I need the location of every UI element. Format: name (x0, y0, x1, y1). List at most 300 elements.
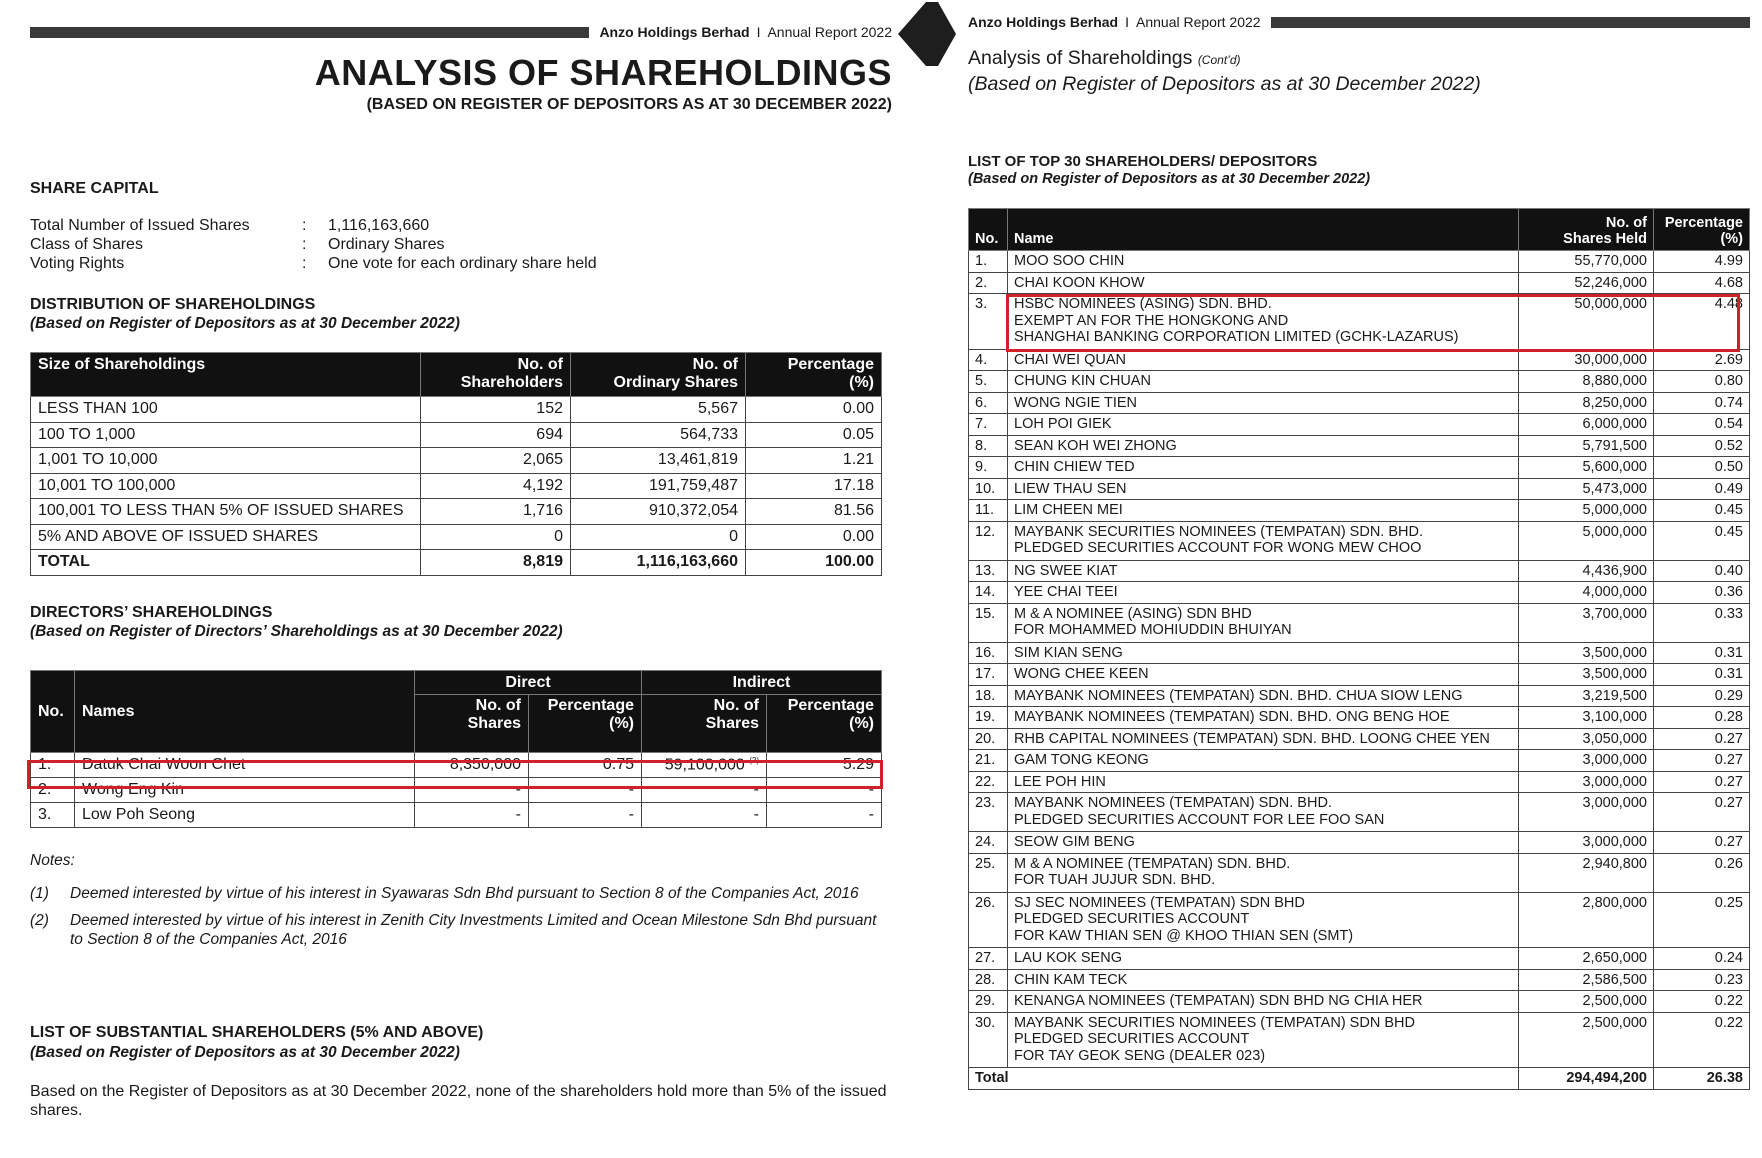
shareholder-name (1008, 892, 1519, 948)
shareholder-name-line: LIEW THAU SEN (1014, 480, 1127, 497)
shareholder-pct: 2.69 (1654, 349, 1750, 371)
shareholder-name (1008, 349, 1519, 371)
shareholder-name-line: M & A NOMINEE (TEMPATAN) SDN. BHD. (1014, 855, 1291, 872)
shareholder-no: 11. (969, 500, 1008, 522)
table-cell: 5% AND ABOVE OF ISSUED SHARES (31, 524, 421, 550)
page-subtitle: (BASED ON REGISTER OF DEPOSITORS AS AT 30 DECEMBER 2022) (366, 96, 892, 113)
shareholder-pct: 4.99 (1654, 251, 1750, 273)
shareholder-row (969, 642, 1750, 664)
shareholder-pct: 0.80 (1654, 371, 1750, 393)
table-row (31, 473, 882, 499)
shareholder-no: 26. (969, 892, 1008, 948)
shareholder-pct: 0.27 (1654, 728, 1750, 750)
page-tab-left (898, 2, 926, 66)
shareholder-name-line: MOO SOO CHIN (1014, 253, 1125, 269)
shareholder-shares: 5,791,500 (1519, 435, 1654, 457)
shareholder-name (1008, 685, 1519, 707)
shareholder-no: 25. (969, 853, 1008, 892)
shareholder-name-line: FOR MOHAMMED MOHIUDDIN BHUIYAN (1014, 622, 1292, 638)
shareholder-name (1008, 1012, 1519, 1068)
shareholder-name (1008, 560, 1519, 582)
shareholder-pct: 0.27 (1654, 771, 1750, 793)
col-percentage: Percentage (%) (746, 353, 882, 397)
table-cell: 8,819 (421, 550, 571, 576)
total-label: Total (969, 1068, 1519, 1090)
director-name: Datuk Chai Woon Chet (75, 753, 415, 778)
share-capital-row (30, 216, 597, 235)
total-shares: 294,494,200 (1519, 1068, 1654, 1090)
shareholder-no: 2. (969, 272, 1008, 294)
share-capital-label: Voting Rights (30, 254, 125, 272)
substantial-subheading: (Based on Register of Depositors as at 30 December 2022) (30, 1044, 460, 1061)
shareholder-name (1008, 414, 1519, 436)
header-company: Anzo Holdings Berhad (968, 14, 1119, 30)
shareholder-row (969, 750, 1750, 772)
shareholder-row (969, 435, 1750, 457)
shareholder-name (1008, 272, 1519, 294)
shareholder-name (1008, 771, 1519, 793)
shareholder-shares: 5,473,000 (1519, 478, 1654, 500)
shareholder-name-line: SJ SEC NOMINEES (TEMPATAN) SDN BHD (1014, 894, 1305, 911)
table-cell: 17.18 (746, 473, 882, 499)
shareholder-name-line: LEE POH HIN (1014, 773, 1106, 790)
director-no: 1. (31, 753, 75, 778)
shareholder-name (1008, 853, 1519, 892)
header-separator: I (1125, 14, 1130, 30)
shareholder-row (969, 685, 1750, 707)
shareholder-name (1008, 969, 1519, 991)
shareholder-shares: 3,000,000 (1519, 793, 1654, 832)
distribution-table (30, 352, 882, 576)
shareholder-shares: 2,650,000 (1519, 948, 1654, 970)
shareholder-name-line: SHANGHAI BANKING CORPORATION LIMITED (GCHK-LAZARUS) (1014, 329, 1459, 345)
shareholder-name (1008, 478, 1519, 500)
total-pct: 26.38 (1654, 1068, 1750, 1090)
shareholder-shares: 5,000,000 (1519, 500, 1654, 522)
shareholder-name-line: FOR TUAH JUJUR SDN. BHD. (1014, 872, 1216, 888)
header-company: Anzo Holdings Berhad (599, 24, 750, 40)
shareholder-shares: 6,000,000 (1519, 414, 1654, 436)
shareholder-shares: 2,800,000 (1519, 892, 1654, 948)
shareholder-shares: 3,100,000 (1519, 707, 1654, 729)
share-capital-heading: SHARE CAPITAL (30, 180, 159, 197)
page-tab-center (926, 2, 938, 66)
table-cell: 81.56 (746, 499, 882, 525)
col-indirect-shares: No. of Shares (642, 695, 767, 753)
shareholder-pct: 0.26 (1654, 853, 1750, 892)
highlight-hsbc-row (1006, 294, 1740, 352)
shareholder-row (969, 832, 1750, 854)
col-shareholders: No. of Shareholders (421, 353, 571, 397)
shareholder-name-line: CHUNG KIN CHUAN (1014, 373, 1151, 389)
shareholder-row (969, 991, 1750, 1013)
table-cell: 2,065 (421, 448, 571, 474)
shareholder-name (1008, 750, 1519, 772)
substantial-heading: LIST OF SUBSTANTIAL SHAREHOLDERS (5% AND ABOVE) (30, 1024, 484, 1041)
shareholder-pct: 0.22 (1654, 1012, 1750, 1068)
table-cell: 1.21 (746, 448, 882, 474)
total-row (969, 1068, 1750, 1090)
col-shares-held: No. of Shares Held (1519, 209, 1654, 251)
shareholder-no: 17. (969, 664, 1008, 686)
shareholder-name (1008, 728, 1519, 750)
director-i-sh: - (642, 778, 767, 803)
shareholder-name-line: WONG CHEE KEEN (1014, 666, 1149, 682)
shareholder-shares: 2,500,000 (1519, 1012, 1654, 1068)
shareholder-shares: 3,000,000 (1519, 832, 1654, 854)
header-report: Annual Report 2022 (767, 24, 892, 40)
table-cell: 100.00 (746, 550, 882, 576)
directors-table (30, 670, 882, 828)
shareholder-shares: 2,500,000 (1519, 991, 1654, 1013)
table-cell: 0.00 (746, 397, 882, 423)
director-i-pct: 5.29 (767, 753, 882, 778)
shareholder-pct: 0.23 (1654, 969, 1750, 991)
shareholder-name-line: KENANGA NOMINEES (TEMPATAN) SDN BHD NG CHIA HER (1014, 993, 1423, 1009)
col-size: Size of Shareholdings (31, 353, 421, 397)
shareholder-name-line: M & A NOMINEE (ASING) SDN BHD (1014, 605, 1252, 622)
col-ordinary-shares: No. of Ordinary Shares (571, 353, 746, 397)
shareholder-shares: 5,600,000 (1519, 457, 1654, 479)
shareholder-name-line: YEE CHAI TEEI (1014, 584, 1118, 600)
shareholder-name (1008, 603, 1519, 642)
shareholder-row (969, 1012, 1750, 1068)
share-capital-colon: : (302, 216, 307, 234)
shareholder-name (1008, 371, 1519, 393)
shareholder-name-line: MAYBANK SECURITIES NOMINEES (TEMPATAN) SDN. BHD. (1014, 523, 1423, 540)
shareholder-no: 12. (969, 521, 1008, 560)
distribution-subheading: (Based on Register of Depositors as at 30 December 2022) (30, 315, 460, 332)
table-cell: 191,759,487 (571, 473, 746, 499)
shareholder-no: 27. (969, 948, 1008, 970)
shareholder-shares: 8,250,000 (1519, 392, 1654, 414)
col-no: No. (969, 209, 1008, 251)
shareholder-row (969, 771, 1750, 793)
shareholder-no: 9. (969, 457, 1008, 479)
right-title-block (968, 46, 1481, 96)
table-row (31, 397, 882, 423)
right-page (938, 0, 1762, 1158)
table-cell: 1,001 TO 10,000 (31, 448, 421, 474)
director-d-pct: - (529, 778, 642, 803)
shareholder-name-line: CHAI KOON KHOW (1014, 274, 1145, 291)
shareholder-name-line: LOH POI GIEK (1014, 416, 1112, 432)
director-name: Wong Eng Kin (75, 778, 415, 803)
shareholder-name (1008, 392, 1519, 414)
shareholder-no: 24. (969, 832, 1008, 854)
table-cell: 100 TO 1,000 (31, 422, 421, 448)
shareholder-name (1008, 435, 1519, 457)
shareholder-row (969, 272, 1750, 294)
right-subtitle: (Based on Register of Depositors as at 30 December 2022) (968, 73, 1481, 95)
shareholder-pct: 0.27 (1654, 750, 1750, 772)
shareholder-shares: 4,000,000 (1519, 582, 1654, 604)
shareholder-name (1008, 251, 1519, 273)
header-report: Annual Report 2022 (1136, 14, 1261, 30)
shareholder-name (1008, 793, 1519, 832)
distribution-heading: DISTRIBUTION OF SHAREHOLDINGS (30, 296, 316, 313)
shareholder-row (969, 521, 1750, 560)
shareholder-no: 14. (969, 582, 1008, 604)
shareholder-name-line: PLEDGED SECURITIES ACCOUNT FOR WONG MEW CHOO (1014, 540, 1422, 556)
shareholder-row (969, 892, 1750, 948)
shareholder-name-line: RHB CAPITAL NOMINEES (TEMPATAN) SDN. BHD. LOONG CHEE YEN (1014, 730, 1490, 747)
col-names: Names (75, 671, 415, 753)
shareholder-row (969, 728, 1750, 750)
directors-subheading: (Based on Register of Directors’ Shareholdings as at 30 December 2022) (30, 623, 563, 640)
shareholder-no: 6. (969, 392, 1008, 414)
note-text: Deemed interested by virtue of his interest in Zenith City Investments Limited and Ocean Milestone Sdn Bhd pursuant to Section 8 of the Companies Act, 2016 (70, 912, 877, 948)
director-i-sh: 59,100,000 $^{(2)}$ (642, 753, 767, 778)
share-capital-value: 1,116,163,660 (328, 216, 430, 234)
shareholder-name-line: MAYBANK SECURITIES NOMINEES (TEMPATAN) SDN BHD (1014, 1014, 1415, 1031)
shareholder-shares: 4,436,900 (1519, 560, 1654, 582)
col-name: Name (1008, 209, 1519, 251)
share-capital-row (30, 254, 597, 273)
shareholder-no: 5. (969, 371, 1008, 393)
director-d-sh: - (415, 778, 529, 803)
shareholder-name-line: SEOW GIM BENG (1014, 834, 1135, 850)
notes (30, 852, 885, 949)
shareholder-row (969, 603, 1750, 642)
shareholder-no: 4. (969, 349, 1008, 371)
substantial-text: Based on the Register of Depositors as at 30 December 2022, none of the shareholders hold more than 5% of the issued shares. (30, 1083, 887, 1119)
shareholder-pct: 0.24 (1654, 948, 1750, 970)
shareholder-name (1008, 582, 1519, 604)
shareholder-shares: 3,050,000 (1519, 728, 1654, 750)
right-title-cont: (Cont’d) (1197, 53, 1241, 67)
director-d-sh: - (415, 803, 529, 828)
director-i-sh: - (642, 803, 767, 828)
shareholder-pct: 4.48 (1654, 294, 1750, 350)
director-d-pct: - (529, 803, 642, 828)
shareholder-name (1008, 707, 1519, 729)
shareholder-name-line: MAYBANK NOMINEES (TEMPATAN) SDN. BHD. (1014, 795, 1332, 811)
shareholder-row (969, 560, 1750, 582)
shareholder-pct: 0.40 (1654, 560, 1750, 582)
note-item (30, 884, 885, 903)
shareholder-pct: 0.31 (1654, 642, 1750, 664)
top30-heading: LIST OF TOP 30 SHAREHOLDERS/ DEPOSITORS (968, 153, 1318, 170)
table-cell: 100,001 TO LESS THAN 5% OF ISSUED SHARES (31, 499, 421, 525)
shareholder-row (969, 392, 1750, 414)
shareholder-no: 30. (969, 1012, 1008, 1068)
shareholder-pct: 0.31 (1654, 664, 1750, 686)
share-capital-colon: : (302, 254, 307, 272)
director-d-pct: 0.75 (529, 753, 642, 778)
left-header (30, 22, 892, 42)
shareholder-pct: 0.45 (1654, 521, 1750, 560)
shareholder-no: 15. (969, 603, 1008, 642)
shareholder-row (969, 707, 1750, 729)
shareholder-row (969, 500, 1750, 522)
footnote-ref: (2) (749, 755, 759, 765)
shareholder-shares: 3,500,000 (1519, 642, 1654, 664)
share-capital-list (30, 216, 597, 273)
shareholder-name-line: CHAI WEI QUAN (1014, 351, 1126, 368)
table-row (31, 422, 882, 448)
shareholder-no: 18. (969, 685, 1008, 707)
shareholder-pct: 0.49 (1654, 478, 1750, 500)
shareholder-pct: 4.68 (1654, 272, 1750, 294)
director-d-sh: 8,350,000 (415, 753, 529, 778)
shareholder-row (969, 414, 1750, 436)
page-title-block (315, 52, 892, 114)
shareholder-pct: 0.74 (1654, 392, 1750, 414)
col-indirect: Indirect (642, 671, 882, 695)
shareholder-name-line: FOR KAW THIAN SEN @ KHOO THIAN SEN (SMT) (1014, 927, 1354, 944)
shareholder-name-line: PLEDGED SECURITIES ACCOUNT (1014, 1031, 1250, 1047)
shareholder-pct: 0.33 (1654, 603, 1750, 642)
shareholder-pct: 0.45 (1654, 500, 1750, 522)
table-row (31, 499, 882, 525)
col-indirect-pct: Percentage (%) (767, 695, 882, 753)
shareholder-shares: 30,000,000 (1519, 349, 1654, 371)
top30-subheading: (Based on Register of Depositors as at 30 December 2022) (968, 171, 1371, 187)
table-row (31, 550, 882, 576)
col-percentage: Percentage (%) (1654, 209, 1750, 251)
shareholder-row (969, 948, 1750, 970)
notes-heading: Notes: (30, 852, 75, 869)
shareholder-shares: 2,586,500 (1519, 969, 1654, 991)
table-cell: 152 (421, 397, 571, 423)
shareholder-pct: 0.27 (1654, 832, 1750, 854)
shareholder-name-line: PLEDGED SECURITIES ACCOUNT (1014, 911, 1250, 927)
shareholder-name-line: WONG NGIE TIEN (1014, 394, 1137, 411)
table-cell: 0.05 (746, 422, 882, 448)
shareholder-name (1008, 642, 1519, 664)
shareholder-no: 13. (969, 560, 1008, 582)
shareholder-no: 20. (969, 728, 1008, 750)
shareholder-pct: 0.36 (1654, 582, 1750, 604)
shareholder-shares: 50,000,000 (1519, 294, 1654, 350)
share-capital-label: Class of Shares (30, 235, 143, 253)
note-number: (1) (30, 885, 49, 902)
table-cell: 910,372,054 (571, 499, 746, 525)
director-row (31, 803, 882, 828)
shareholder-name (1008, 457, 1519, 479)
shareholder-row (969, 371, 1750, 393)
shareholder-name-line: GAM TONG KEONG (1014, 752, 1149, 768)
shareholder-pct: 0.29 (1654, 685, 1750, 707)
table-cell: LESS THAN 100 (31, 397, 421, 423)
shareholder-shares: 3,000,000 (1519, 771, 1654, 793)
shareholder-name-line: NG SWEE KIAT (1014, 562, 1118, 579)
shareholder-name-line: EXEMPT AN FOR THE HONGKONG AND (1014, 312, 1289, 329)
shareholder-shares: 5,000,000 (1519, 521, 1654, 560)
share-capital-value: Ordinary Shares (328, 235, 445, 253)
shareholder-name (1008, 832, 1519, 854)
shareholder-row (969, 349, 1750, 371)
shareholder-row (969, 251, 1750, 273)
shareholder-name-line: CHIN KAM TECK (1014, 971, 1128, 988)
table-row (31, 524, 882, 550)
shareholder-no: 21. (969, 750, 1008, 772)
shareholder-name (1008, 521, 1519, 560)
shareholder-row (969, 478, 1750, 500)
shareholder-row (969, 664, 1750, 686)
director-no: 3. (31, 803, 75, 828)
shareholder-name-line: PLEDGED SECURITIES ACCOUNT FOR LEE FOO SAN (1014, 811, 1385, 828)
header-bar (1271, 17, 1750, 28)
shareholder-no: 10. (969, 478, 1008, 500)
directors-heading: DIRECTORS’ SHAREHOLDINGS (30, 604, 273, 621)
right-header (968, 12, 1750, 32)
shareholder-name-line: MAYBANK NOMINEES (TEMPATAN) SDN. BHD. CHUA SIOW LENG (1014, 687, 1463, 704)
shareholder-name (1008, 991, 1519, 1013)
shareholder-no: 8. (969, 435, 1008, 457)
shareholder-shares: 3,000,000 (1519, 750, 1654, 772)
table-cell: 694 (421, 422, 571, 448)
shareholder-row (969, 853, 1750, 892)
header-separator: I (756, 24, 761, 40)
shareholder-name-line: HSBC NOMINEES (ASING) SDN. BHD. (1014, 296, 1272, 312)
table-cell: 1,116,163,660 (571, 550, 746, 576)
shareholder-name (1008, 948, 1519, 970)
shareholder-no: 1. (969, 251, 1008, 273)
share-capital-label: Total Number of Issued Shares (30, 216, 250, 234)
shareholder-pct: 0.25 (1654, 892, 1750, 948)
header-bar (30, 27, 589, 38)
director-no: 2. (31, 778, 75, 803)
col-direct-pct: Percentage (%) (529, 695, 642, 753)
table-cell: 564,733 (571, 422, 746, 448)
share-capital-colon: : (302, 235, 307, 253)
table-cell: 0.00 (746, 524, 882, 550)
shareholder-name-line: SEAN KOH WEI ZHONG (1014, 437, 1177, 454)
table-cell: 13,461,819 (571, 448, 746, 474)
shareholder-pct: 0.27 (1654, 793, 1750, 832)
shareholder-shares: 3,500,000 (1519, 664, 1654, 686)
shareholder-shares: 3,219,500 (1519, 685, 1654, 707)
shareholder-row (969, 793, 1750, 832)
shareholder-pct: 0.50 (1654, 457, 1750, 479)
director-name: Low Poh Seong (75, 803, 415, 828)
table-cell: 5,567 (571, 397, 746, 423)
page-title: ANALYSIS OF SHAREHOLDINGS (314, 52, 892, 93)
note-number: (2) (30, 912, 49, 929)
director-i-pct: - (767, 803, 882, 828)
note-item (30, 911, 885, 949)
highlight-director-row (27, 760, 883, 789)
col-no: No. (31, 671, 75, 753)
shareholder-shares: 3,700,000 (1519, 603, 1654, 642)
shareholder-name-line: FOR TAY GEOK SENG (DEALER 023) (1014, 1047, 1266, 1064)
shareholder-shares: 55,770,000 (1519, 251, 1654, 273)
shareholder-row (969, 582, 1750, 604)
director-i-pct: - (767, 778, 882, 803)
shareholder-no: 3. (969, 294, 1008, 350)
shareholder-pct: 0.54 (1654, 414, 1750, 436)
shareholder-no: 29. (969, 991, 1008, 1013)
table-cell: 4,192 (421, 473, 571, 499)
table-cell: 0 (571, 524, 746, 550)
shareholder-no: 23. (969, 793, 1008, 832)
shareholder-name (1008, 664, 1519, 686)
shareholder-no: 22. (969, 771, 1008, 793)
share-capital-row (30, 235, 597, 254)
shareholder-name (1008, 500, 1519, 522)
table-cell: TOTAL (31, 550, 421, 576)
share-capital-value: One vote for each ordinary share held (328, 254, 597, 272)
shareholder-no: 16. (969, 642, 1008, 664)
shareholder-name-line: LIM CHEEN MEI (1014, 502, 1123, 518)
shareholder-pct: 0.22 (1654, 991, 1750, 1013)
table-cell: 0 (421, 524, 571, 550)
shareholder-row (969, 969, 1750, 991)
right-title: Analysis of Shareholdings (968, 47, 1193, 69)
shareholder-no: 7. (969, 414, 1008, 436)
